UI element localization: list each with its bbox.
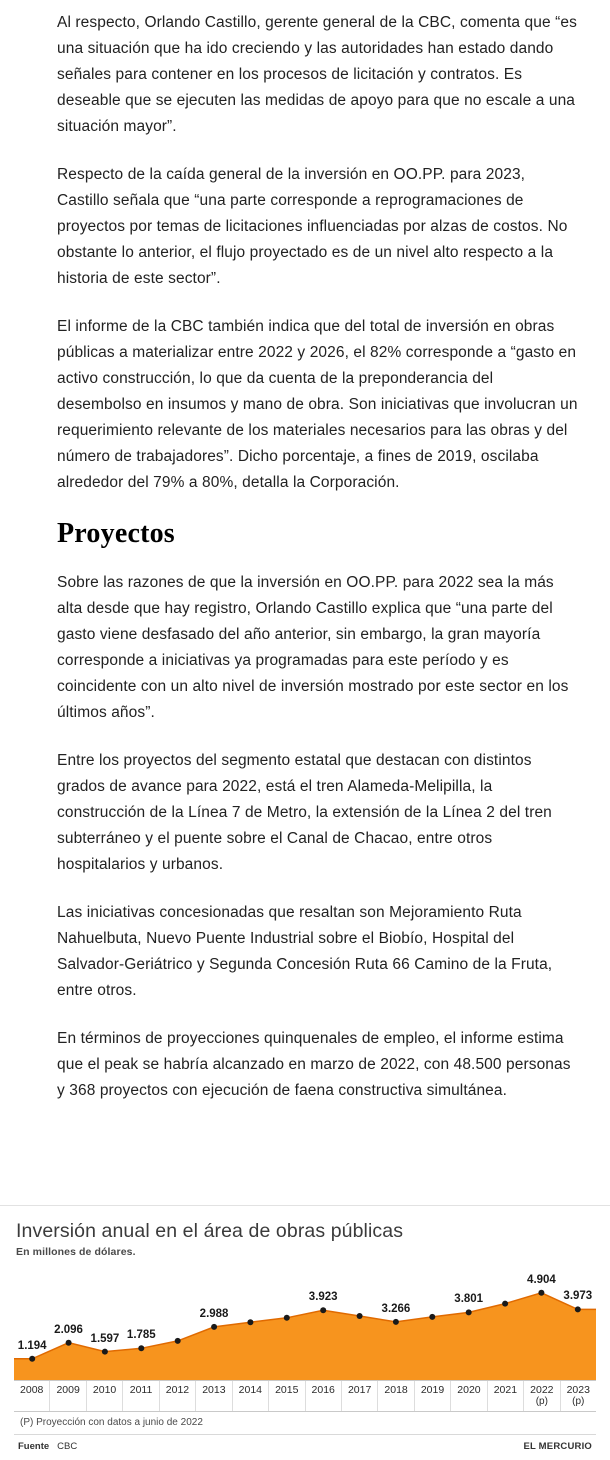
chart-point-label: 1.597 <box>90 1332 120 1345</box>
x-axis-tick: 2020 <box>451 1381 487 1411</box>
paragraph: Respecto de la caída general de la inversión en OO.PP. para 2023, Castillo señala que “una parte corresponde a reprogramaciones de proyectos por temas de licitaciones influenciadas por alzas de costos. No obstante lo anterior, el flujo proyectado es de un nivel alto respecto a la historia de este sector”. <box>57 166 568 287</box>
chart-point-label: 1.785 <box>126 1329 156 1342</box>
x-axis-tick: 2019 <box>415 1381 451 1411</box>
area-chart-svg <box>14 1262 596 1380</box>
x-axis-tick: 2011 <box>123 1381 159 1411</box>
x-axis-tick: 2021 <box>488 1381 524 1411</box>
x-axis-tick-sublabel: (p) <box>535 1396 548 1407</box>
x-axis-tick: 2017 <box>342 1381 378 1411</box>
chart-title: Inversión anual en el área de obras públicas <box>16 1220 404 1242</box>
x-axis-tick: 2013 <box>196 1381 232 1411</box>
x-axis-tick: 2012 <box>160 1381 196 1411</box>
chart-point-label: 1.194 <box>17 1339 47 1352</box>
chart-x-axis <box>14 1380 596 1412</box>
chart-footer <box>14 1435 596 1460</box>
x-axis-tick: 2008 <box>14 1381 50 1411</box>
x-axis-tick: 2018 <box>378 1381 414 1411</box>
chart-point-label: 3.923 <box>308 1291 338 1304</box>
x-axis-tick: 2014 <box>233 1381 269 1411</box>
x-axis-tick: 2015 <box>269 1381 305 1411</box>
chart-infographic <box>0 1205 610 1460</box>
x-axis-tick: 2010 <box>87 1381 123 1411</box>
x-axis-tick: 2016 <box>306 1381 342 1411</box>
publisher-brand: EL MERCURIO <box>523 1441 592 1452</box>
paragraph: Sobre las razones de que la inversión en OO.PP. para 2022 sea la más alta desde que hay registro, Orlando Castillo explica que “una parte del gasto viene desfasado del año anterior, sin embargo, la gran mayoría corresponde a iniciativas ya programadas para este período y es coincidente con un alto nivel de inversión mostrado por este sector en los últimos años”. <box>57 574 569 721</box>
source-name: CBC <box>57 1441 78 1452</box>
paragraph: Entre los proyectos del segmento estatal que destacan con distintos grados de avance para 2022, está el tren Alameda-Melipilla, la construcción de la Línea 7 de Metro, la extensión de la Línea 2 del tren subterráneo y el puente sobre el Canal de Chacao, entre otros hospitalarios y urbanos. <box>57 752 552 873</box>
chart-note: (P) Proyección con datos a junio de 2022 <box>14 1412 596 1435</box>
x-axis-tick: 2023 (p) <box>561 1381 596 1411</box>
paragraph: Las iniciativas concesionadas que resaltan son Mejoramiento Ruta Nahuelbuta, Nuevo Puente Industrial sobre el Biobío, Hospital del Salvador-Geriátrico y Segunda Concesión Ruta 66 Camino de la Fruta, entre otros. <box>57 904 553 999</box>
section-heading: Proyectos <box>57 518 175 549</box>
x-axis-tick: 2009 <box>50 1381 86 1411</box>
chart-point-label: 3.266 <box>381 1302 411 1315</box>
paragraph: Al respecto, Orlando Castillo, gerente general de la CBC, comenta que “es una situación que ha ido creciendo y las autoridades han estado dando señales para contener en los procesos de licitación y contratos. Es deseable que se ejecuten las medidas de apoyo para que no escale a una situación mayor”. <box>57 14 577 135</box>
chart-point-label: 4.904 <box>527 1273 556 1286</box>
source-label: Fuente <box>18 1441 50 1452</box>
chart-point-label: 2.988 <box>199 1307 229 1320</box>
x-axis-tick: 2022 (p) <box>524 1381 560 1411</box>
chart-subtitle: En millones de dólares. <box>16 1246 136 1258</box>
paragraph: El informe de la CBC también indica que del total de inversión en obras públicas a materializar entre 2022 y 2026, el 82% corresponde a “gasto en activo construcción, lo que da cuenta de la preponderancia del desembolso en insumos y mano de obra. Son iniciativas que involucran un requerimiento relevante de los materiales necesarios para las obras y del número de trabajadores”. Dicho porcentaje, a fines de 2019, oscilaba alrededor del 79% a 80%, detalla la Corporación. <box>57 318 578 491</box>
chart-point-label: 2.096 <box>54 1323 83 1336</box>
chart-point-label: 3.973 <box>563 1290 593 1303</box>
chart-source <box>18 1441 77 1452</box>
x-axis-tick-sublabel: (p) <box>572 1396 585 1407</box>
paragraph: En términos de proyecciones quinquenales de empleo, el informe estima que el peak se habría alcanzado en marzo de 2022, con 48.500 personas y 368 proyectos con ejecución de faena constructiva simultánea. <box>57 1030 571 1099</box>
chart-point-label: 3.801 <box>454 1293 484 1306</box>
chart-plot-area <box>14 1262 596 1380</box>
